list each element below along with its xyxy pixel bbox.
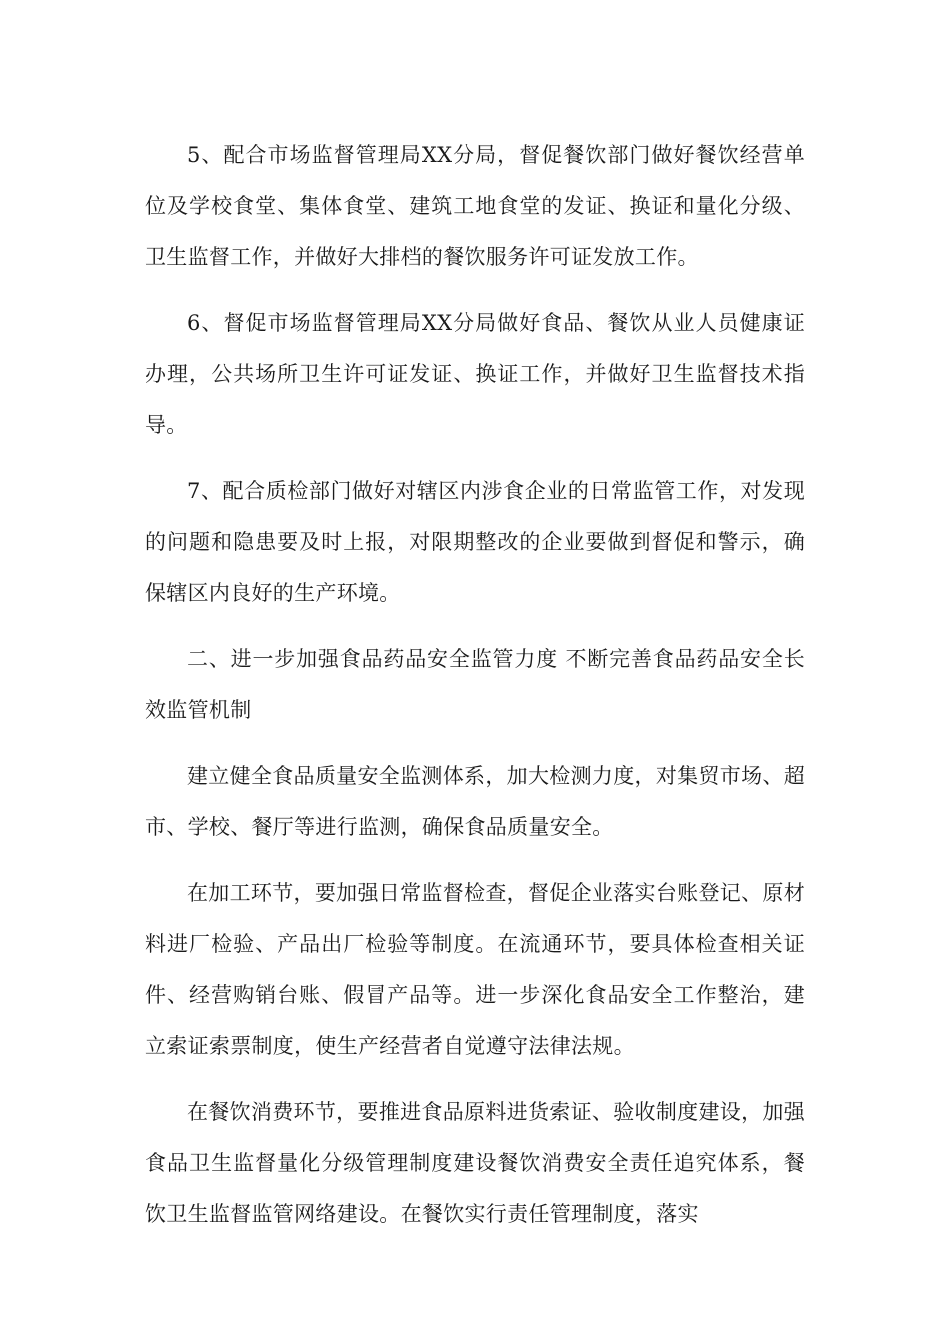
paragraph-monitoring-system: 建立健全食品质量安全监测体系，加大检测力度，对集贸市场、超市、学校、餐厅等进行监测，确保食品质量安全。 xyxy=(145,764,805,839)
document-body xyxy=(145,130,805,1255)
paragraph-item-7: 7、配合质检部门做好对辖区内涉食企业的日常监管工作，对发现的问题和隐患要及时上报，对限期整改的企业要做到督促和警示，确保辖区内良好的生产环境。 xyxy=(145,479,805,605)
paragraph-item-6: 6、督促市场监督管理局XX分局做好食品、餐饮从业人员健康证办理，公共场所卫生许可证发证、换证工作，并做好卫生监督技术指导。 xyxy=(145,311,805,437)
section-heading-2: 二、进一步加强食品药品安全监管力度 不断完善食品药品安全长效监管机制 xyxy=(145,647,805,722)
paragraph-catering-stage: 在餐饮消费环节，要推进食品原料进货索证、验收制度建设，加强食品卫生监督量化分级管理制度建设餐饮消费安全责任追究体系，餐饮卫生监督监管网络建设。在餐饮实行责任管理制度，落实 xyxy=(145,1100,805,1226)
paragraph-processing-stage: 在加工环节，要加强日常监督检查，督促企业落实台账登记、原材料进厂检验、产品出厂检验等制度。在流通环节，要具体检查相关证件、经营购销台账、假冒产品等。进一步深化食品安全工作整治，建立索证索票制度，使生产经营者自觉遵守法律法规。 xyxy=(145,881,805,1058)
paragraph-item-5: 5、配合市场监督管理局XX分局，督促餐饮部门做好餐饮经营单位及学校食堂、集体食堂、建筑工地食堂的发证、换证和量化分级、卫生监督工作，并做好大排档的餐饮服务许可证发放工作。 xyxy=(145,143,805,269)
